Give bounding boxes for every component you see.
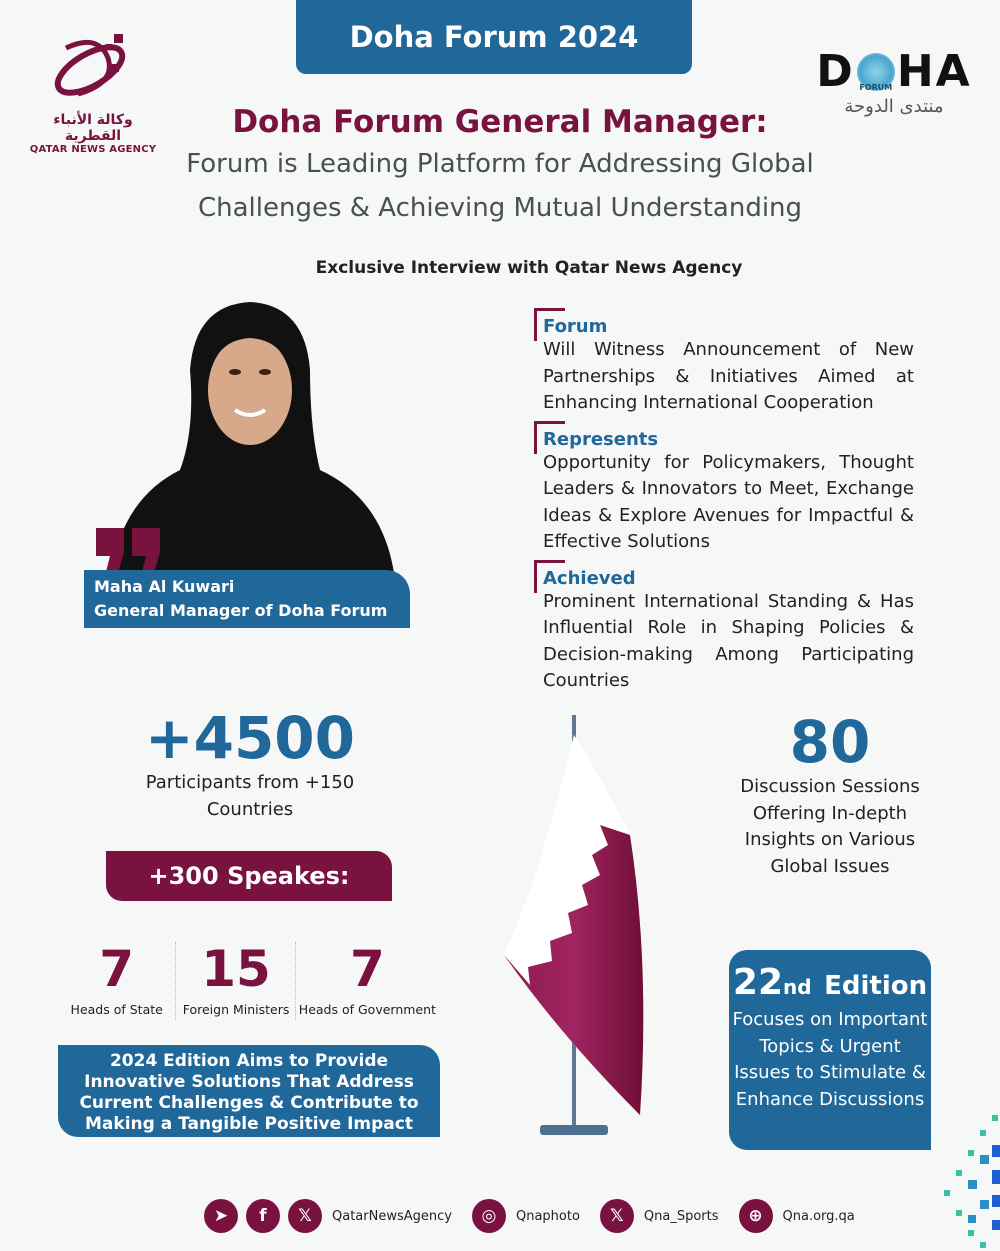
banner-title: Doha Forum 2024 [296, 0, 692, 74]
interviewee-name: Maha Al Kuwari [94, 577, 235, 596]
sessions-value: 80 [789, 708, 871, 776]
handle-qna-sports[interactable]: Qna_Sports [643, 1208, 719, 1224]
count-foreign-ministers [177, 940, 294, 1020]
qna-emblem-icon [48, 28, 138, 106]
point-heading: Achieved [543, 567, 636, 589]
count-value: 15 [201, 940, 271, 998]
edition-heading [729, 950, 931, 1003]
count-label: Foreign Ministers [182, 1002, 290, 1017]
point-heading: Forum [543, 316, 608, 337]
telegram-icon[interactable]: ➤ [204, 1199, 238, 1233]
globe-icon[interactable]: ⊕ [739, 1199, 773, 1233]
facebook-icon[interactable]: f [246, 1199, 280, 1233]
participants-label: Participants from +150 Countries [145, 772, 355, 820]
edition-box [729, 950, 931, 1150]
count-heads-of-government [297, 940, 438, 1020]
headline-subtitle-2: Challenges & Achieving Mutual Understanding [197, 193, 803, 223]
exclusive-kicker: Exclusive Interview with Qatar News Agency [315, 258, 743, 278]
point-body: Prominent International Standing & Has Influential Role in Shaping Policies & Decision-making Among Participating Countries [543, 590, 914, 691]
doha-logo-d: D [816, 46, 855, 97]
edition-word: Edition [824, 971, 928, 1001]
pixel-pattern-icon [940, 1110, 1000, 1251]
key-points [534, 308, 914, 699]
handle-website[interactable]: Qna.org.qa [782, 1208, 855, 1224]
sessions-label: Discussion Sessions Offering In-depth Insights on Various Global Issues [740, 776, 920, 877]
globe-dots-icon [857, 53, 895, 91]
participants-value: +4500 [144, 704, 356, 772]
x-icon[interactable]: 𝕏 [600, 1199, 634, 1233]
headline-subtitle-1: Forum is Leading Platform for Addressing Global [186, 149, 814, 179]
count-heads-of-state [58, 940, 175, 1020]
count-label: Heads of State [70, 1002, 163, 1017]
edition-body: Focuses on Important Topics & Urgent Issues to Stimulate & Enhance Discussions [732, 1009, 928, 1110]
sessions-stat [720, 710, 940, 880]
social-footer [204, 1198, 867, 1234]
doha-logo-forum: FORUM [859, 83, 893, 92]
doha-logo-arabic: منتدى الدوحة [844, 96, 944, 117]
edition-aims-box: 2024 Edition Aims to Provide Innovative Solutions That Address Current Challenges & Contribute to Making a Tangible Positive Impact [58, 1045, 440, 1137]
corner-bracket-icon [534, 308, 565, 341]
handle-qatarnewsagency[interactable]: QatarNewsAgency [332, 1208, 452, 1224]
instagram-icon[interactable]: ◎ [472, 1199, 506, 1233]
headline-title: Doha Forum General Manager: [232, 104, 768, 140]
interviewee-role: General Manager of Doha Forum [94, 601, 388, 620]
speakers-banner: +300 Speakes: [106, 851, 392, 901]
edition-number: 22 [732, 962, 783, 1003]
interviewee-caption [84, 570, 410, 628]
qna-logo-arabic: وكالة الأنباء القطرية [53, 112, 133, 144]
corner-bracket-icon [534, 560, 565, 593]
point-achieved [534, 560, 914, 695]
point-body: Will Witness Announcement of New Partnerships & Initiatives Aimed at Enhancing International Cooperation [543, 339, 914, 413]
x-icon[interactable]: 𝕏 [288, 1199, 322, 1233]
doha-logo-ha: HA [896, 46, 972, 97]
headline [0, 104, 1000, 228]
count-value: 7 [99, 940, 135, 998]
participants-stat [110, 706, 390, 823]
edition-suffix: nd [783, 975, 812, 999]
speaker-counts [58, 940, 438, 1020]
point-represents [534, 421, 914, 556]
point-body: Opportunity for Policymakers, Thought Leaders & Innovators to Meet, Exchange Ideas & Explore Avenues for Impactful & Effective Solutions [543, 451, 914, 552]
qatar-flag-icon [500, 715, 660, 1145]
point-heading: Represents [543, 428, 659, 450]
point-forum [534, 308, 914, 417]
count-value: 7 [349, 940, 385, 998]
qna-logo-english: QATAR NEWS AGENCY [29, 144, 157, 155]
count-label: Heads of Government [298, 1002, 436, 1017]
corner-bracket-icon [534, 421, 565, 454]
handle-qnaphoto[interactable]: Qnaphoto [515, 1208, 580, 1224]
